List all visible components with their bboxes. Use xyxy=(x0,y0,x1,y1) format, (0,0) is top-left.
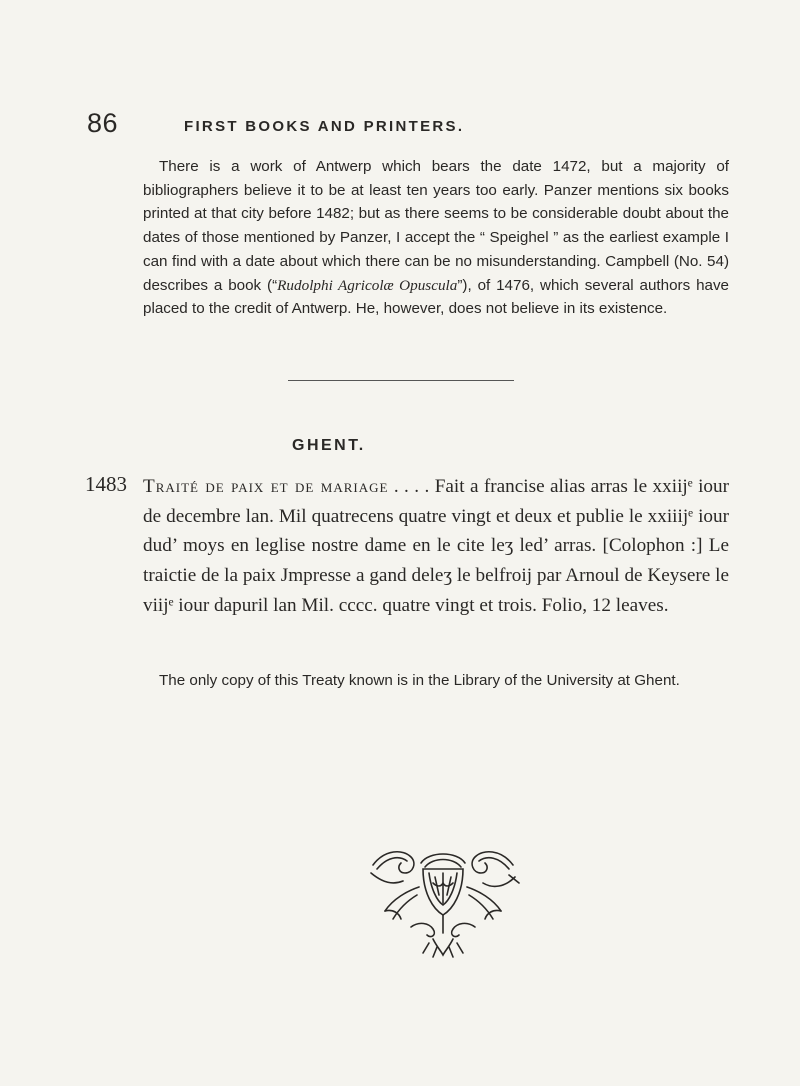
entry-text: . . . . Fait a francise alias arras le xxiijᵉ iour de decembre lan. Mil quatrecens quatre vingt et deux et publie le xxiiijᵉ iour dud’ moys en leglise nostre dame en le cite leʒ led’ arras. [Colophon :] Le traictie de la paix Jmpresse a gand deleʒ le belfroij par Arnoul de Keysere le viijᵉ iour dapuril lan Mil. cccc. quatre vingt et trois. Folio, 12 leaves. xyxy=(143,476,729,616)
page-number: 86 xyxy=(87,108,119,138)
intro-text-part1: There is a work of Antwerp which bears the date 1472, but a majority of bibliographers believe it to be at least ten years too early. Panzer mentions six books printed at that city before 1482; but as there seems to be considerable doubt about the dates of those mentioned by Panzer, I accept the “ Speighel ” as the earliest example I can find with a date about which there can be no misunderstanding. Campbell (No. 54) describes a book (“ xyxy=(143,158,729,294)
bibliographic-entry xyxy=(143,472,729,621)
running-head: FIRST BOOKS AND PRINTERS. xyxy=(184,118,465,135)
note-paragraph: The only copy of this Treaty known is in the Library of the University at Ghent. xyxy=(159,672,680,689)
intro-paragraph xyxy=(143,155,729,321)
intro-italic-title: Rudolphi Agricolæ Opuscula xyxy=(277,276,458,294)
section-heading: GHENT. xyxy=(292,437,366,454)
section-divider-rule xyxy=(288,380,514,381)
intro-text-part2: ”), of 1476, which several authors have placed to the credit of Antwerp. He, however, does not believe in its existence. xyxy=(143,276,730,318)
entry-year: 1483 xyxy=(85,472,127,496)
fleuron-ornament-icon xyxy=(363,843,523,961)
entry-title: Traité de paix et de mariage xyxy=(143,476,389,497)
